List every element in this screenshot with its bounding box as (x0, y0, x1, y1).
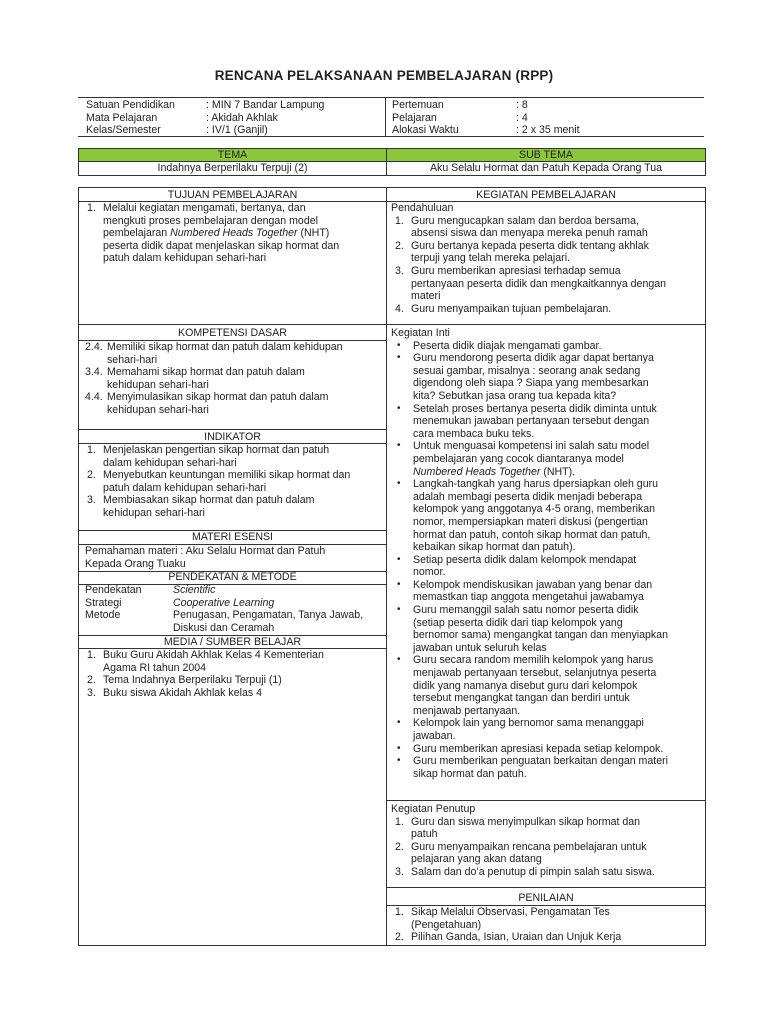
info-value: : Akidah Akhlak (206, 111, 278, 124)
kegiatan-inti-block (391, 327, 699, 780)
list-item: • Setiap peserta didik dalam kelompok mendapat nomor. (397, 553, 637, 579)
list-item: 1. Melalui kegiatan mengamati, bertanya, dan mengkuti proses pembelajaran dengan model pembelajaran Numbered Heads Together (NHT) peserta didik dapat menjelaskan sikap hormat dan patuh dalam kehidupan sehari-hari (87, 202, 340, 265)
list-item: 1. Buku Guru Akidah Akhlak Kelas 4 Kementerian Agama RI tahun 2004 (87, 649, 324, 674)
subtema-header: SUB TEMA (519, 149, 573, 161)
tema-header: TEMA (79, 149, 387, 161)
list-item: • Kelompok mendiskusikan jawaban yang benar dan memastkan tiap anggota mengetahui jawabamya (397, 578, 653, 604)
info-label: Kelas/Semester (86, 124, 161, 136)
info-label: Mata Pelajaran (86, 111, 158, 124)
info-divider (385, 98, 386, 136)
row-divider (79, 429, 386, 430)
list-item: 1. Menjelaskan pengertian sikap hormat dan patuh dalam kehidupan sehari-hari (87, 444, 330, 469)
list-item: 4.4. Menyimulasikan sikap hormat dan patuh dalam kehidupan sehari-hari (85, 391, 329, 416)
kegiatan-header: KEGIATAN PEMBELAJARAN (476, 189, 616, 201)
pendahuluan-title: Pendahuluan (391, 202, 454, 214)
list-item: 3. Salam dan do’a penutup di pimpin salah satu siswa. (395, 865, 655, 878)
list-item: 4. Guru menyampaikan tujuan pembelajaran. (395, 302, 612, 315)
penilaian-header: PENILAIAN (518, 892, 574, 904)
info-label: Pertemuan (392, 99, 444, 111)
info-value: : MIN 7 Bandar Lampung (206, 99, 325, 111)
list-item: • Kelompok lain yang bernomor sama menanggapi jawaban. (397, 717, 644, 742)
info-value: : 2 x 35 menit (516, 124, 580, 136)
pendekatan-block: Pendekatan Scientific Strategi Cooperative Learning Metode Penugasan, Pengamatan, Tanya Jawab, Diskusi dan Ceramah (85, 584, 381, 634)
list-item: 2. Menyebutkan keuntungan memiliki sikap hormat dan patuh dalam kehidupan sehari-hari (87, 469, 351, 494)
penutup-title: Kegiatan Penutup (391, 803, 476, 815)
pendekatan-row: Pendekatan Scientific (85, 584, 216, 596)
tema-value: Indahnya Berperilaku Terpuji (2) (79, 162, 387, 175)
tujuan-header: TUJUAN PEMBELAJARAN (167, 189, 298, 201)
info-label: Alokasi Waktu (392, 124, 459, 136)
list-item: • Guru memanggil salah satu nomor peserta didik (setiap peserta didik dari tiap kelompok yang bernomor sama) mengangkat tangan dan menyiapkan jawaban untuk seluruh kelas (397, 604, 668, 654)
list-item: • Langkah-tangkah yang harus dpersiapkan oleh guru adalah membagi peserta didik menjadi beberapa kelompok yang anggotanya 4-5 orang, memberikan nomor, mempersiapkan materi diskusi (pengertian hormat dan patuh, contoh sikap hormat dan patuh, kebaikan sikap hormat dan patuh). (397, 478, 659, 554)
row-divider (386, 887, 705, 888)
penutup-block (391, 803, 699, 879)
column-divider (386, 188, 387, 945)
info-value: : 8 (516, 99, 528, 111)
materi-block: Pemahaman materi : Aku Selalu Hormat dan Patuh Kepada Orang Tuaku (85, 545, 326, 570)
list-item: 2. Tema Indahnya Berperilaku Terpuji (1) (87, 674, 282, 687)
list-item: 3. Guru memberikan apresiasi terhadap semua pertanyaan peserta didik dan mengkaitkannya dengan materi (395, 264, 667, 303)
pendekatan-header: PENDEKATAN & METODE (168, 571, 297, 583)
list-item: • Guru memberikan penguatan berkaitan dengan materi sikap hormat dan patuh. (397, 755, 668, 780)
list-item: 2.4. Memiliki sikap hormat dan patuh dalam kehidupan sehari-hari (85, 341, 343, 366)
list-item: • Guru secara random memilih kelompok yang harus menjawab pertanyaan tersebut, selanjutnya peserta didik yang namanya disebut guru dari kelompok tersebut mengangkat tangan dan berdiri untuk menjawab pertanyaan. (397, 654, 657, 717)
indikator-block (83, 444, 381, 520)
list-item: • Setelah proses bertanya peserta didik diminta untuk menemukan jawaban pertanyaan tersebut dengan cara membaca buku teks. (397, 402, 657, 440)
tema-header-row (79, 149, 705, 162)
list-item: 1. Guru mengucapkan salam dan berdoa bersama, absensi siswa dan menyapa mereka penuh ramah (395, 214, 648, 240)
row-divider (386, 800, 705, 801)
list-item: 3.4. Memahami sikap hormat dan patuh dalam kehidupan sehari-hari (85, 366, 305, 391)
media-block (83, 649, 381, 699)
list-item: 3. Membiasakan sikap hormat dan patuh dalam kehidupan sehari-hari (87, 494, 315, 519)
list-item: 1. Guru dan siswa menyimpulkan sikap hormat dan patuh (395, 815, 641, 841)
metode-row: Metode Penugasan, Pengamatan, Tanya Jawab, (85, 609, 364, 622)
info-label: Pelajaran (392, 111, 437, 124)
list-item: 3. Buku siswa Akidah Akhlak kelas 4 (87, 686, 262, 699)
kompetensi-header: KOMPETENSI DASAR (178, 327, 287, 339)
main-table (78, 187, 706, 946)
penilaian-block (391, 906, 699, 944)
list-item: 2. Guru menyampaikan rencana pembelajaran untuk pelajaran yang akan datang (395, 840, 647, 866)
info-value: : 4 (516, 111, 528, 124)
row-divider (79, 324, 705, 325)
tema-value-row (79, 162, 705, 175)
info-label: Satuan Pendidikan (86, 99, 175, 111)
list-item: 2. Guru bertanya kepada peserta didk tentang akhlak terpuji yang telah mereka pelajari. (395, 239, 649, 265)
list-item: 2. Pilihan Ganda, Isian, Uraian dan Unjuk Kerja (395, 931, 622, 944)
tujuan-block (83, 202, 381, 265)
pendahuluan-block (391, 202, 699, 315)
page-title: RENCANA PELAKSANAAN PEMBELAJARAN (RPP) (214, 68, 554, 83)
info-table (78, 97, 704, 137)
strategi-row: Strategi Cooperative Learning (85, 596, 275, 609)
list-item: 1. Sikap Melalui Observasi, Pengamatan Tes (Pengetahuan) (395, 906, 610, 931)
subtema-value: Aku Selalu Hormat dan Patuh Kepada Orang Tua (429, 162, 663, 174)
media-header: MEDIA / SUMBER BELAJAR (163, 636, 302, 648)
list-item: • Guru mendorong peserta didik agar dapat bertanya sesuai gambar, misalnya : seorang anak sedang digendong oleh siapa ? Siapa yang membesarkan kita? Sebutkan jasa orang tua kepada kita? (397, 352, 654, 402)
info-value: : IV/1 (Ganjil) (206, 124, 268, 136)
tema-table (78, 148, 706, 176)
list-item: • Peserta didik diajak mengamati gambar. (397, 339, 602, 352)
kegiatan-inti-title: Kegiatan Inti (391, 327, 450, 339)
kompetensi-block (85, 341, 381, 417)
list-item: • Guru memberikan apresiasi kepada setiap kelompok. (397, 742, 664, 755)
list-item: • Untuk menguasai kompetensi ini salah satu model pembelajaran yang cocok diantaranya model Numbered Heads Together (NHT). (397, 440, 650, 478)
indikator-header: INDIKATOR (204, 431, 261, 443)
materi-header: MATERI ESENSI (191, 531, 274, 543)
